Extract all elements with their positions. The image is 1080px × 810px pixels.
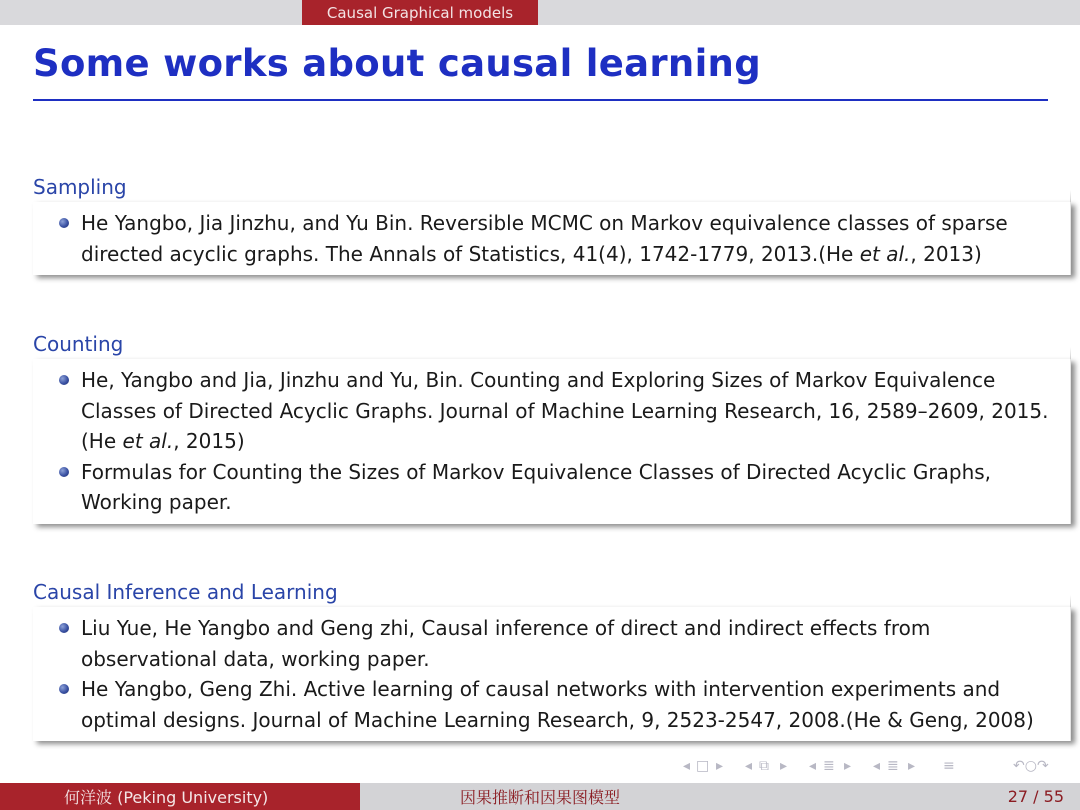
list-item	[47, 365, 1062, 457]
document-icon[interactable]: ≣	[887, 758, 899, 774]
item-text: , 2015)	[173, 429, 245, 453]
bullet-icon	[59, 375, 69, 385]
header-section-label[interactable]: Causal Graphical models	[302, 0, 538, 25]
bullet-icon	[59, 623, 69, 633]
header-bar	[0, 0, 1080, 25]
section-prev-icon[interactable]: ◂	[809, 758, 817, 774]
list-item	[47, 674, 1062, 735]
subsection-next-icon[interactable]: ▸	[780, 758, 788, 774]
block-title: Sampling	[33, 175, 127, 199]
frame-icon[interactable]: □	[696, 758, 710, 774]
section-next-icon[interactable]: ▸	[844, 758, 852, 774]
reference-list	[47, 613, 1062, 735]
subsection-prev-icon[interactable]: ◂	[745, 758, 753, 774]
footer-page-number: 27 / 55	[720, 783, 1080, 810]
footer-author: 何洋波 (Peking University)	[0, 783, 360, 810]
section-icon[interactable]: ≣	[823, 758, 835, 774]
frame-prev-icon[interactable]: ◂	[683, 758, 691, 774]
reference-list	[47, 208, 1062, 269]
block-sampling	[33, 172, 1071, 275]
subsection-icon[interactable]: ⧉	[759, 758, 769, 774]
list-item	[47, 208, 1062, 269]
slide-title: Some works about causal learning	[33, 42, 761, 85]
block-title: Counting	[33, 332, 124, 356]
item-text: Formulas for Counting the Sizes of Markov Equivalence Classes of Directed Acyclic Graphs, Working paper.	[81, 459, 992, 514]
toc-icon[interactable]: ≡	[943, 758, 955, 774]
block-body	[33, 607, 1071, 741]
block-title: Causal Inference and Learning	[33, 580, 338, 604]
item-text: He Yangbo, Geng Zhi. Active learning of causal networks with intervention experiments and optimal designs. Journal of Machine Learning Research, 9, 2523-2547, 2008.(He & Geng, 2008)	[81, 677, 1034, 732]
item-text-italic: et al.	[859, 241, 911, 266]
bullet-icon	[59, 467, 69, 477]
item-text: Liu Yue, He Yangbo and Geng zhi, Causal inference of direct and indirect effects from observational data, working paper.	[81, 616, 931, 671]
bullet-icon	[59, 218, 69, 228]
search-back-icon[interactable]: ↶○↷	[1013, 758, 1049, 774]
block-body	[33, 202, 1071, 275]
item-text-italic: et al.	[122, 429, 174, 453]
list-item	[47, 457, 1062, 518]
block-causal-inference	[33, 577, 1071, 741]
beamer-navigation	[683, 758, 1073, 778]
document-next-icon[interactable]: ▸	[908, 758, 916, 774]
block-body	[33, 359, 1071, 524]
title-underline	[33, 99, 1048, 101]
bullet-icon	[59, 684, 69, 694]
item-text: , 2013)	[910, 241, 982, 266]
item-text: He, Yangbo and Jia, Jinzhu and Yu, Bin. Counting and Exploring Sizes of Markov Equivalence Classes of Directed Acyclic Graphs. Journal of Machine Learning Research, 16, 2589–2609, 2015.(He	[81, 368, 1049, 453]
frame-next-icon[interactable]: ▸	[716, 758, 724, 774]
reference-list	[47, 365, 1062, 518]
list-item	[47, 613, 1062, 674]
item-text: He Yangbo, Jia Jinzhu, and Yu Bin. Reversible MCMC on Markov equivalence classes of sparse directed acyclic graphs. The Annals of Statistics, 41(4), 1742-1779, 2013.(He	[81, 211, 1008, 266]
block-counting	[33, 329, 1071, 524]
footer-bar	[0, 783, 1080, 810]
document-prev-icon[interactable]: ◂	[873, 758, 881, 774]
footer-talk-title: 因果推断和因果图模型	[360, 783, 720, 810]
